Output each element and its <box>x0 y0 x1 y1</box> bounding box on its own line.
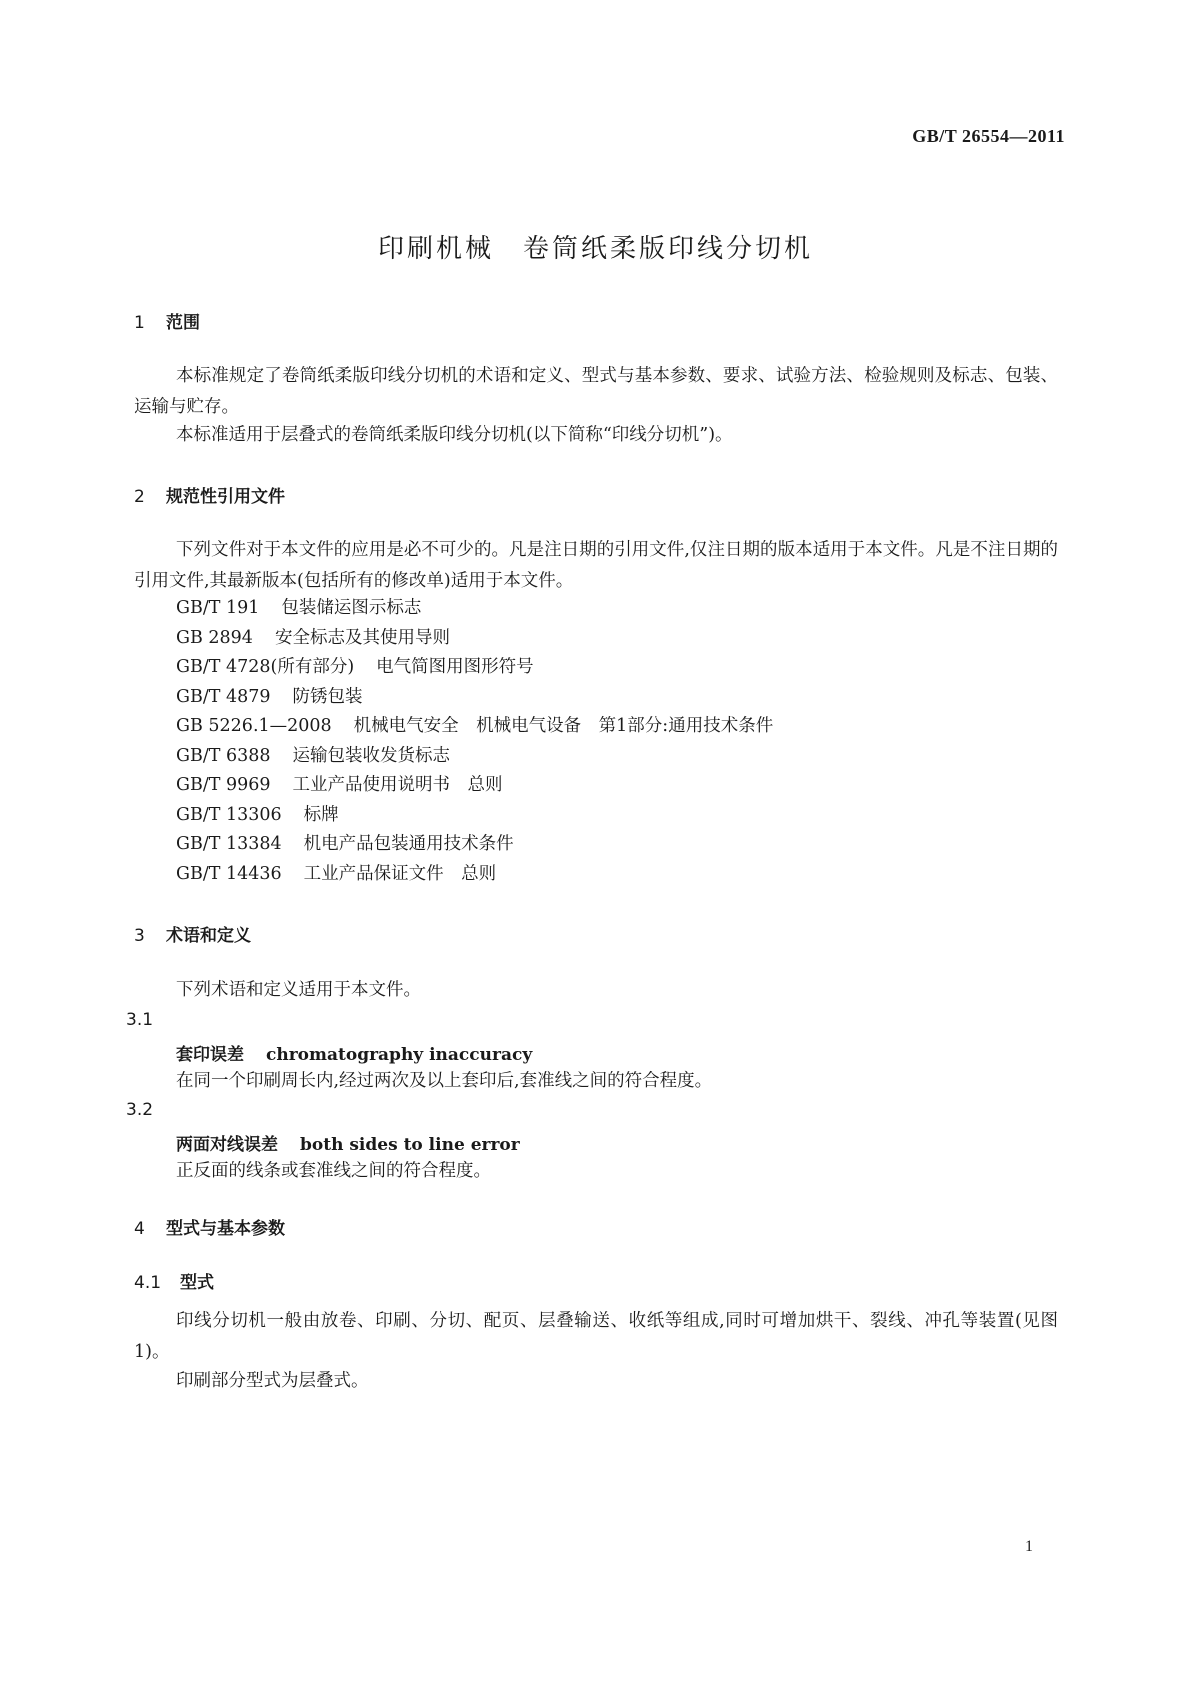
reference-item <box>176 800 339 831</box>
reference-code: GB/T 4879 <box>176 687 271 707</box>
reference-title: 机电产品包装通用技术条件 <box>303 834 514 854</box>
document-title: 印刷机械 卷筒纸柔版印线分切机 <box>377 234 813 264</box>
reference-item <box>176 859 496 890</box>
section-1-heading <box>134 308 200 333</box>
reference-code: GB/T 13384 <box>176 834 282 854</box>
section-number: 1 <box>134 313 145 333</box>
subsection-title: 型式 <box>180 1273 214 1293</box>
reference-code: GB/T 9969 <box>176 775 271 795</box>
subsection-4-1-paragraph-1: 印线分切机一般由放卷、印刷、分切、配页、层叠输送、收纸等组成,同时可增加烘干、裂线、冲孔等装置(见图1)。 <box>134 1311 1058 1362</box>
reference-item <box>176 741 450 772</box>
section-4-heading <box>134 1214 285 1239</box>
reference-item <box>176 593 421 624</box>
section-1-paragraph-2: 本标准适用于层叠式的卷筒纸柔版印线分切机(以下简称“印线分切机”)。 <box>176 425 733 445</box>
section-title: 型式与基本参数 <box>166 1219 285 1239</box>
term-number: 3.1 <box>126 1010 154 1030</box>
reference-item <box>176 770 503 801</box>
subsection-number: 4.1 <box>134 1273 162 1293</box>
subsection-4-1-heading <box>134 1268 214 1293</box>
reference-title: 工业产品保证文件 总则 <box>303 864 497 884</box>
term-definition: 在同一个印刷周长内,经过两次及以上套印后,套准线之间的符合程度。 <box>176 1071 713 1091</box>
reference-title: 安全标志及其使用导则 <box>274 628 450 648</box>
reference-code: GB/T 4728(所有部分) <box>176 657 355 677</box>
section-2-heading <box>134 482 285 507</box>
reference-title: 电气简图用图形符号 <box>376 657 534 677</box>
section-3-paragraph-1: 下列术语和定义适用于本文件。 <box>176 980 421 1000</box>
reference-code: GB/T 6388 <box>176 746 271 766</box>
reference-item <box>176 623 450 654</box>
reference-code: GB/T 13306 <box>176 805 282 825</box>
term-english: chromatography inaccuracy <box>266 1045 533 1065</box>
reference-title: 运输包装收发货标志 <box>292 746 451 766</box>
term-heading <box>176 1040 532 1065</box>
term-heading <box>176 1130 520 1155</box>
subsection-4-1-paragraph-2: 印刷部分型式为层叠式。 <box>176 1371 369 1391</box>
section-title: 范围 <box>166 313 200 333</box>
term-chinese: 套印误差 <box>176 1045 244 1065</box>
section-number: 4 <box>134 1219 145 1239</box>
section-number: 3 <box>134 926 145 946</box>
section-2-paragraph-1: 下列文件对于本文件的应用是必不可少的。凡是注日期的引用文件,仅注日期的版本适用于本文件。凡是不注日期的引用文件,其最新版本(包括所有的修改单)适用于本文件。 <box>134 540 1058 591</box>
term-number: 3.2 <box>126 1100 154 1120</box>
reference-title: 机械电气安全 机械电气设备 第1部分:通用技术条件 <box>353 716 774 736</box>
reference-item <box>176 652 534 683</box>
reference-code: GB 5226.1—2008 <box>176 716 332 736</box>
standard-code: GB/T 26554—2011 <box>912 126 1065 146</box>
term-chinese: 两面对线误差 <box>176 1135 278 1155</box>
section-number: 2 <box>134 487 145 507</box>
reference-title: 防锈包装 <box>292 687 363 707</box>
reference-title: 工业产品使用说明书 总则 <box>292 775 503 795</box>
term-english: both sides to line error <box>300 1135 520 1155</box>
page-number: 1 <box>1025 1538 1033 1555</box>
section-1-paragraph-1: 本标准规定了卷筒纸柔版印线分切机的术语和定义、型式与基本参数、要求、试验方法、检验规则及标志、包装、运输与贮存。 <box>134 366 1058 417</box>
reference-code: GB/T 191 <box>176 598 260 618</box>
section-3-heading <box>134 921 251 946</box>
reference-item <box>176 829 514 860</box>
reference-item <box>176 711 773 742</box>
section-title: 术语和定义 <box>166 926 251 946</box>
reference-title: 标牌 <box>303 805 339 825</box>
reference-code: GB 2894 <box>176 628 253 648</box>
term-definition: 正反面的线条或套准线之间的符合程度。 <box>176 1161 491 1181</box>
reference-code: GB/T 14436 <box>176 864 282 884</box>
section-title: 规范性引用文件 <box>166 487 285 507</box>
reference-title: 包装储运图示标志 <box>281 598 422 618</box>
reference-item <box>176 682 363 713</box>
